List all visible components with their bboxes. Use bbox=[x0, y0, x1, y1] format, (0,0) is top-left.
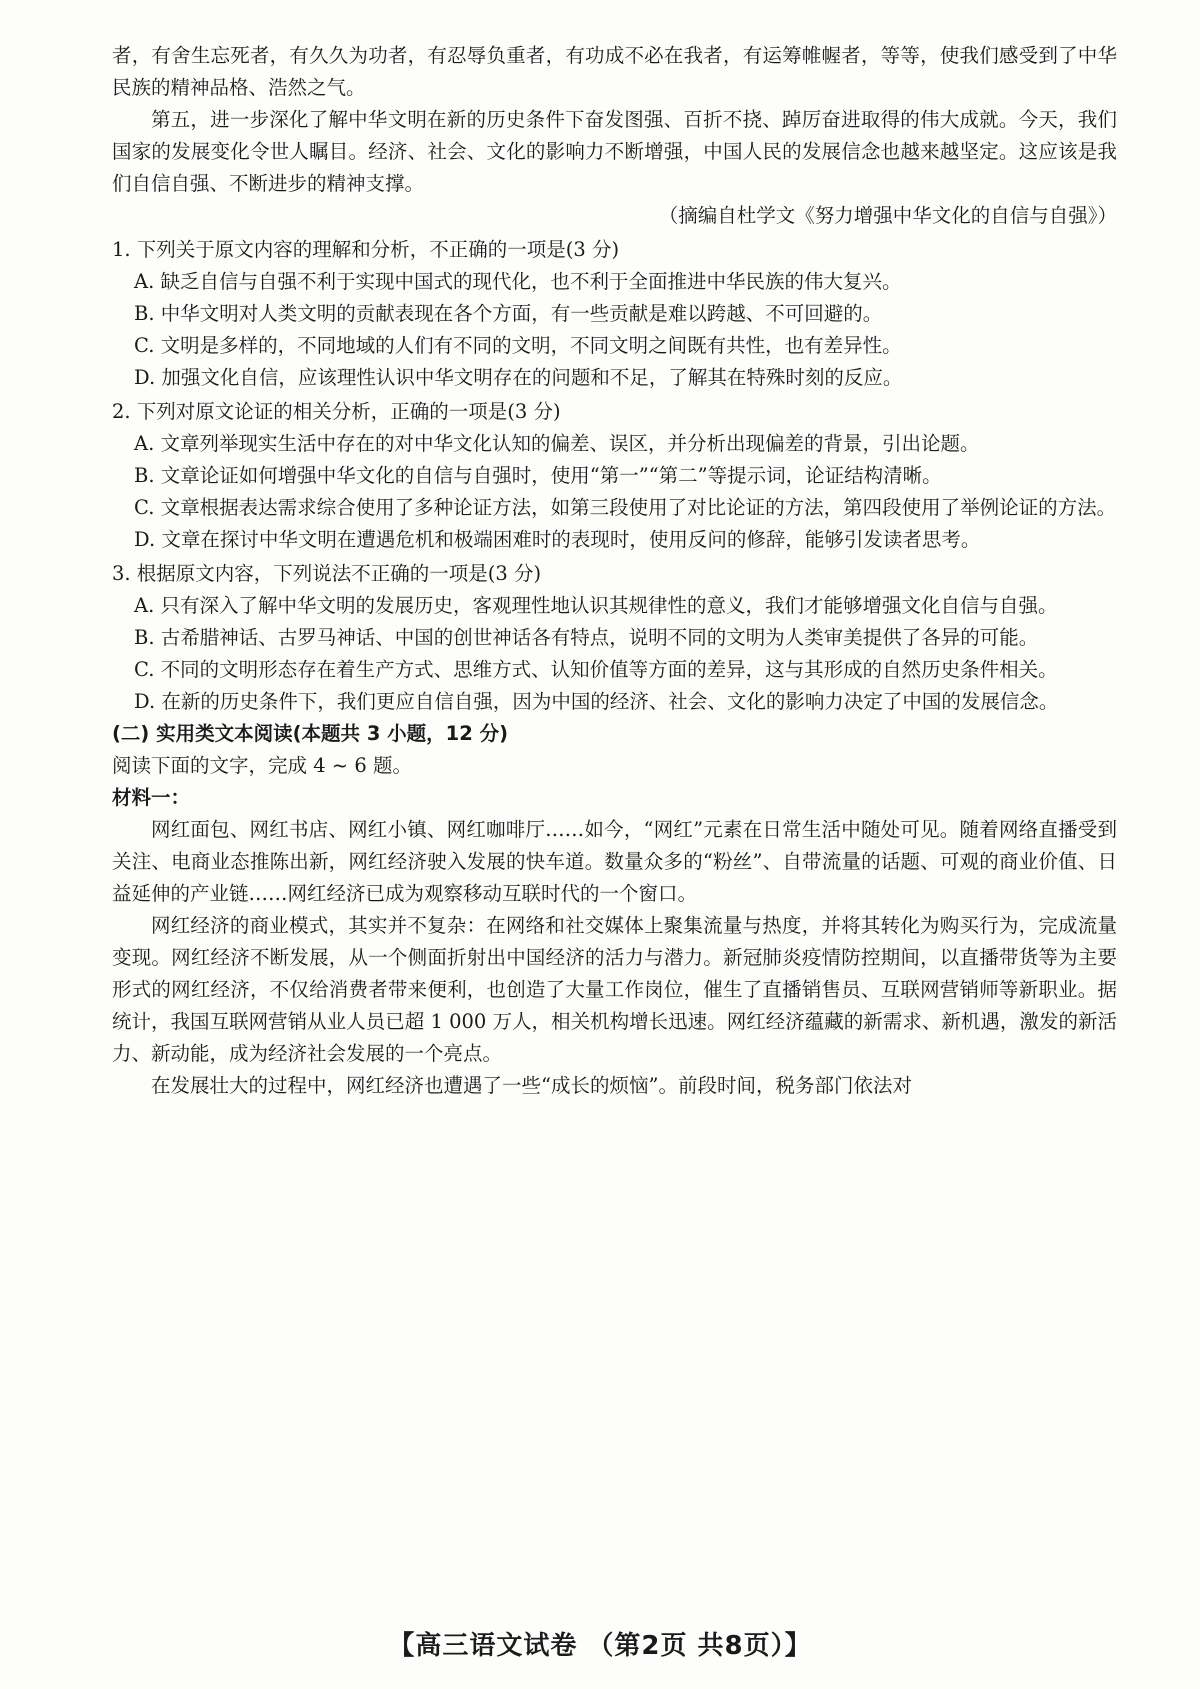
material-paragraph-3: 在发展壮大的过程中，网红经济也遭遇了一些“成长的烦恼”。前段时间，税务部门依法对 bbox=[151, 1074, 912, 1097]
option-c: C. 不同的文明形态存在着生产方式、思维方式、认知价值等方面的差异，这与其形成的自然历史条件相关。 bbox=[134, 658, 1058, 681]
question-3 bbox=[112, 558, 1117, 718]
section-heading: (二) 实用类文本阅读(本题共 3 小题，12 分) bbox=[112, 722, 509, 745]
option-c: C. 文章根据表达需求综合使用了多种论证方法，如第三段使用了对比论证的方法，第四段使用了举例论证的方法。 bbox=[134, 496, 1117, 519]
option-d: D. 文章在探讨中华文明在遭遇危机和极端困难时的表现时，使用反问的修辞，能够引发读者思考。 bbox=[134, 528, 981, 551]
page-footer: 【高三语文试卷 （第2页 共8页）】 bbox=[388, 1631, 812, 1661]
option-b: B. 古希腊神话、古罗马神话、中国的创世神话各有特点，说明不同的文明为人类审美提供了各异的可能。 bbox=[134, 626, 1039, 649]
question-stem: 1. 下列关于原文内容的理解和分析，不正确的一项是(3 分) bbox=[112, 238, 620, 261]
question-stem: 3. 根据原文内容，下列说法不正确的一项是(3 分) bbox=[112, 562, 542, 585]
option-b: B. 文章论证如何增强中华文化的自信与自强时，使用“第一”“第二”等提示词，论证结构清晰。 bbox=[134, 464, 942, 487]
section-instruction: 阅读下面的文字，完成 4 ~ 6 题。 bbox=[112, 754, 412, 777]
page-content bbox=[112, 40, 1117, 1102]
source-citation: （摘编自杜学文《努力增强中华文化的自信与自强》） bbox=[658, 204, 1117, 227]
option-d: D. 在新的历史条件下，我们更应自信自强，因为中国的经济、社会、文化的影响力决定了中国的发展信念。 bbox=[134, 690, 1059, 713]
option-a: A. 缺乏自信与自强不利于实现中国式的现代化，也不利于全面推进中华民族的伟大复兴。 bbox=[134, 270, 902, 293]
material-paragraph-2: 网红经济的商业模式，其实并不复杂：在网络和社交媒体上聚集流量与热度，并将其转化为购买行为，完成流量变现。网红经济不断发展，从一个侧面折射出中国经济的活力与潜力。新冠肺炎疫情防控期间，以直播带货等为主要形式的网红经济，不仅给消费者带来便利，也创造了大量工作岗位，催生了直播销售员、互联网营销师等新职业。据统计，我国互联网营销从业人员已超 1 000 万人，相关机构增长迅速。网红经济蕴藏的新需求、新机遇，激发的新活力、新动能，成为经济社会发展的一个亮点。 bbox=[112, 914, 1117, 1065]
option-c: C. 文明是多样的，不同地域的人们有不同的文明，不同文明之间既有共性，也有差异性。 bbox=[134, 334, 902, 357]
intro-paragraph-1: 者，有舍生忘死者，有久久为功者，有忍辱负重者，有功成不必在我者，有运筹帷幄者，等等，使我们感受到了中华民族的精神品格、浩然之气。 bbox=[112, 44, 1117, 99]
option-b: B. 中华文明对人类文明的贡献表现在各个方面，有一些贡献是难以跨越、不可回避的。 bbox=[134, 302, 883, 325]
option-d: D. 加强文化自信，应该理性认识中华文明存在的问题和不足，了解其在特殊时刻的反应。 bbox=[134, 366, 903, 389]
material-paragraph-1: 网红面包、网红书店、网红小镇、网红咖啡厅……如今，“网红”元素在日常生活中随处可见。随着网络直播受到关注、电商业态推陈出新，网红经济驶入发展的快车道。数量众多的“粉丝”、自带流量的话题、可观的商业价值、日益延伸的产业链……网红经济已成为观察移动互联时代的一个窗口。 bbox=[112, 818, 1117, 905]
question-1 bbox=[112, 234, 1117, 394]
option-a: A. 文章列举现实生活中存在的对中华文化认知的偏差、误区，并分析出现偏差的背景，引出论题。 bbox=[134, 432, 980, 455]
question-stem: 2. 下列对原文论证的相关分析，正确的一项是(3 分) bbox=[112, 400, 561, 423]
intro-paragraph-2: 第五，进一步深化了解中华文明在新的历史条件下奋发图强、百折不挠、踔厉奋进取得的伟大成就。今天，我们国家的发展变化令世人瞩目。经济、社会、文化的影响力不断增强，中国人民的发展信念也越来越坚定。这应该是我们自信自强、不断进步的精神支撑。 bbox=[112, 108, 1117, 195]
material-label: 材料一： bbox=[112, 786, 191, 809]
option-a: A. 只有深入了解中华文明的发展历史，客观理性地认识其规律性的意义，我们才能够增强文化自信与自强。 bbox=[134, 594, 1058, 617]
question-2 bbox=[112, 396, 1117, 556]
